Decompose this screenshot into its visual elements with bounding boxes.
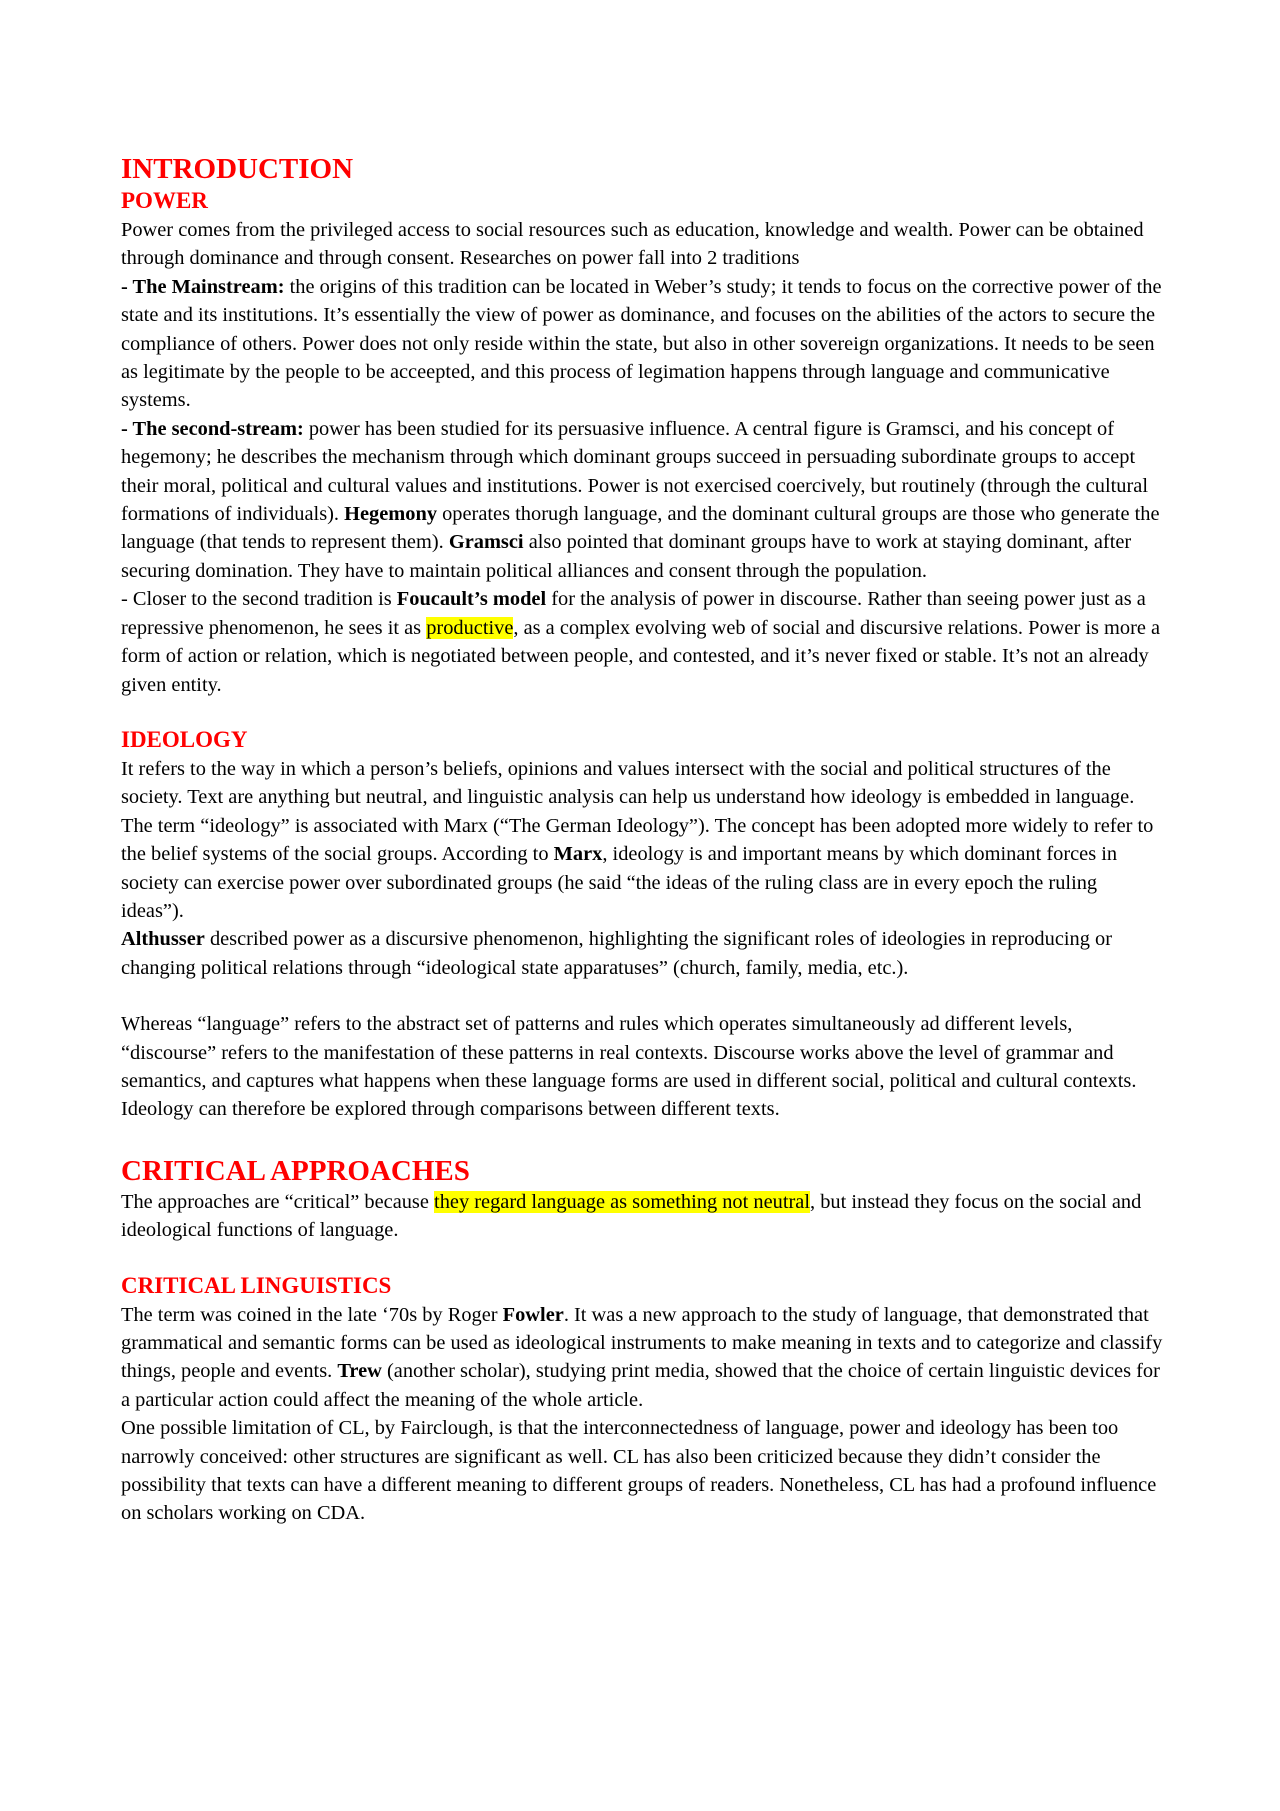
second-stream-text-3: also pointed that dominant groups have to work at staying dominant, after securing domination. They have to maintain political alliances and consent through the population.: [121, 531, 1132, 582]
ideology-paragraph-2: [121, 925, 1165, 982]
cl-text-2: . It was a new approach to the study of language, that demonstrated that grammatical and semantic forms can be used as ideological instruments to make meaning in texts and to categorize and classify things, people and events.: [121, 1303, 1163, 1383]
trew-term: Trew: [337, 1360, 382, 1383]
document-page: [121, 152, 1165, 1528]
hegemony-term: Hegemony: [344, 503, 438, 526]
heading-critical-linguistics: CRITICAL LINGUISTICS: [121, 1272, 392, 1298]
heading-power: POWER: [121, 188, 208, 213]
ideology-text-1: It refers to the way in which a person’s beliefs, opinions and values intersect with the social and political structures of the society. Text are anything but neutral, and linguistic analysis can help us understand how ideology is embedded in language. The term “ideology” is associated with Marx (“The German Ideology”). The concept has been adopted more widely to refer to the belief systems of the social groups. According to: [121, 757, 1154, 866]
second-stream-text-1: power has been studied for its persuasive influence. A central figure is Gramsci, and his concept of hegemony; he describes the mechanism through which dominant groups succeed in persuading subordinate groups to accept their moral, political and cultural values and institutions. Power is not exercised coercively, but routinely (through the cultural formations of individuals).: [121, 417, 1148, 526]
ideology-paragraph-3: Whereas “language” refers to the abstract set of patterns and rules which operates simultaneously ad different levels, “discourse” refers to the manifestation of these patterns in real contexts. Discourse works above the level of grammar and semantics, and captures what happens when these language forms are used in different social, political and cultural contexts. Ideology can therefore be explored through comparisons between different texts.: [121, 1013, 1137, 1121]
foucault-text-2: , as a complex evolving web of social and discursive relations. Power is more a form of action or relation, which is negotiated between people, and contested, and it’s never fixed or stable. It’s not an already given entity.: [121, 616, 1161, 696]
critical-paragraph: [121, 1188, 1165, 1245]
heading-ideology: IDEOLOGY: [121, 726, 248, 752]
mainstream-label: - The Mainstream:: [121, 275, 285, 298]
ideology-paragraph-1: [121, 755, 1165, 925]
heading-introduction: INTRODUCTION: [121, 153, 354, 185]
power-foucault-paragraph: [121, 585, 1165, 699]
foucault-label: Foucault’s model: [396, 588, 547, 611]
ideology-text-3: described power as a discursive phenomenon, highlighting the significant roles of ideologies in reproducing or changing political relations through “ideological state apparatuses” (church, family, media, etc.).: [121, 928, 1113, 979]
foucault-text-1: for the analysis of power in discourse. Rather than seeing power just as a repressive phenomenon, he sees it as: [121, 588, 1146, 639]
cl-text-1: The term was coined in the late ‘70s by Roger: [121, 1303, 503, 1326]
critical-text-1: The approaches are “critical” because: [121, 1190, 435, 1213]
highlight-productive: productive: [426, 616, 514, 639]
ideology-text-2: , ideology is and important means by which dominant forces in society can exercise power over subordinated groups (he said “the ideas of the ruling class are in every epoch the ruling ideas”).: [121, 843, 1118, 922]
fowler-term: Fowler: [502, 1303, 564, 1326]
second-stream-label: - The second-stream:: [121, 417, 304, 440]
critical-text-2: , but instead they focus on the social and ideological functions of language.: [121, 1190, 1142, 1242]
mainstream-text: the origins of this tradition can be located in Weber’s study; it tends to focus on the corrective power of the state and its institutions. It’s essentially the view of power as dominance, and focuses on the abilities of the actors to secure the compliance of others. Power does not only reside within the state, but also in other sovereign organizations. It needs to be seen as legitimate by the people to be acceepted, and this process of legimation happens through language and communicative systems.: [121, 275, 1162, 412]
cl-text-3: (another scholar), studying print media, showed that the choice of certain linguistic devices for a particular action could affect the meaning of the whole article.: [121, 1360, 1160, 1411]
marx-term: Marx: [553, 843, 603, 866]
heading-critical-approaches: CRITICAL APPROACHES: [121, 1154, 470, 1187]
cl-paragraph-1: [121, 1301, 1165, 1415]
cl-paragraph-2: One possible limitation of CL, by Fairclough, is that the interconnectedness of language, power and ideology has been too narrowly conceived: other structures are significant as well. CL has also been criticized because they didn’t consider the possibility that texts can have a different meaning to different groups of readers. Nonetheless, CL has had a profound influence on scholars working on CDA.: [121, 1417, 1157, 1525]
power-paragraph-1: Power comes from the privileged access to social resources such as education, knowledge and wealth. Power can be obtained through dominance and through consent. Researches on power fall into 2 traditions: [121, 219, 1144, 270]
highlight-not-neutral: they regard language as something not neutral: [434, 1190, 811, 1213]
althusser-term: Althusser: [121, 928, 205, 951]
power-mainstream-paragraph: [121, 273, 1165, 415]
gramsci-term: Gramsci: [448, 531, 524, 554]
second-stream-text-2: operates thorugh language, and the dominant cultural groups are those who generate the language (that tends to represent them).: [121, 503, 1160, 554]
foucault-pre: - Closer to the second tradition is: [121, 588, 397, 611]
power-second-stream-paragraph: [121, 415, 1165, 585]
